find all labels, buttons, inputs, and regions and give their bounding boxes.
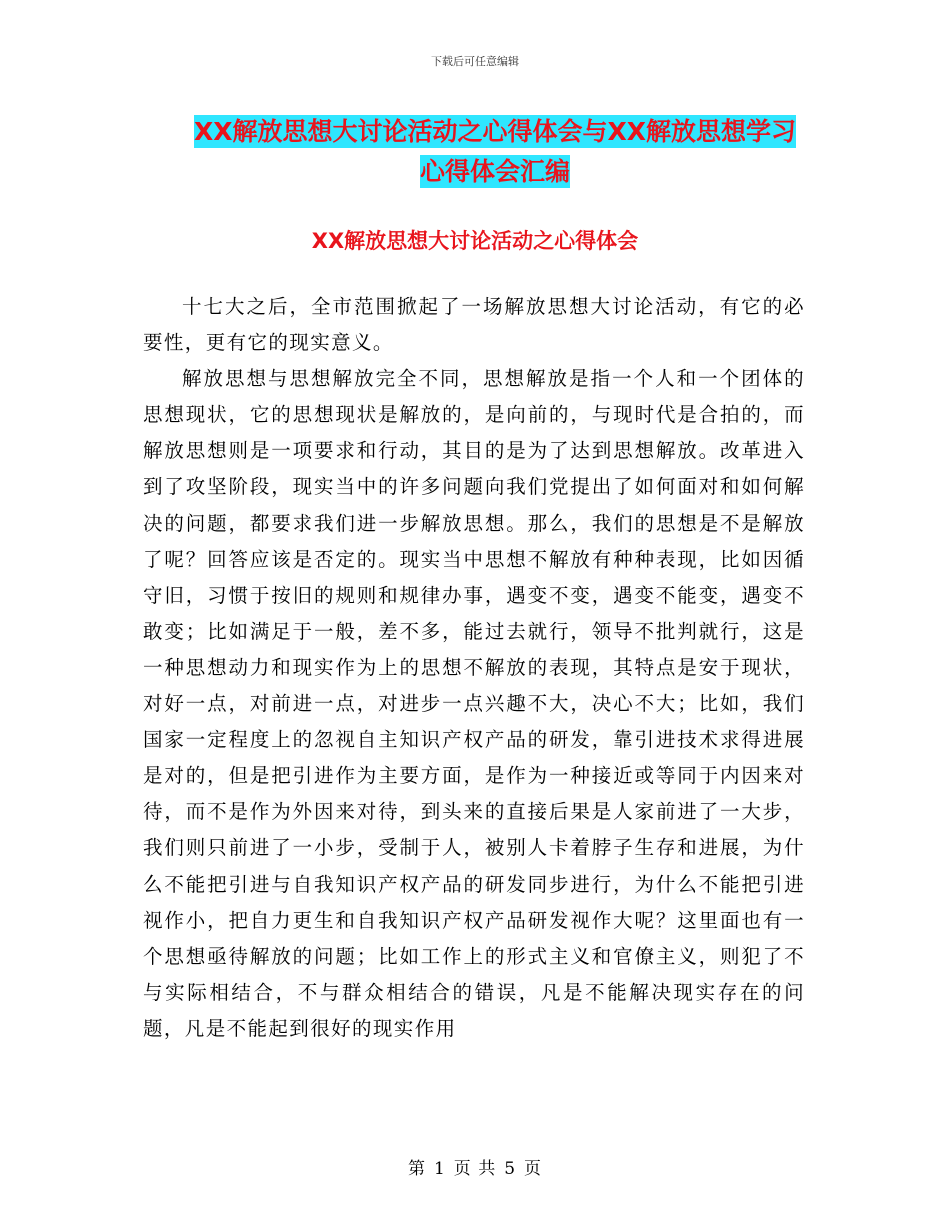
body-text (143, 289, 805, 1047)
footer-total-pages: 5 (504, 1159, 517, 1179)
page-footer (0, 1154, 950, 1179)
footer-suffix: 页 (524, 1159, 543, 1179)
header-note: 下载后可任意编辑 (431, 55, 519, 68)
document-title (150, 112, 840, 192)
document-title-line1: XX解放思想大讨论活动之心得体会与XX解放思想学习 (193, 117, 797, 146)
paragraph-1: 十七大之后，全市范围掀起了一场解放思想大讨论活动，有它的必要性，更有它的现实意义。 (143, 295, 805, 355)
document-title-line2: 心得体会汇编 (419, 157, 570, 186)
footer-prefix: 第 (407, 1159, 426, 1179)
footer-page-number: 1 (433, 1159, 446, 1179)
footer-middle: 页 共 (453, 1159, 497, 1179)
section-title: XX解放思想大讨论活动之心得体会 (311, 229, 639, 253)
paragraph-2: 解放思想与思想解放完全不同，思想解放是指一个人和一个团体的思想现状，它的思想现状是解放的，是向前的，与现时代是合拍的，而解放思想则是一项要求和行动，其目的是为了达到思想解放。改革进入到了攻坚阶段，现实当中的许多问题向我们党提出了如何面对和如何解决的问题，都要求我们进一步解放思想。那么，我们的思想是不是解放了呢？回答应该是否定的。现实当中思想不解放有种种表现，比如因循守旧，习惯于按旧的规则和规律办事，遇变不变，遇变不能变，遇变不敢变；比如满足于一般，差不多，能过去就行，领导不批判就行，这是一种思想动力和现实作为上的思想不解放的表现，其特点是安于现状，对好一点，对前进一点，对进步一点兴趣不大，决心不大；比如，我们国家一定程度上的忽视自主知识产权产品的研发，靠引进技术求得进展是对的，但是把引进作为主要方面，是作为一种接近或等同于内因来对待，而不是作为外因来对待，到头来的直接后果是人家前进了一大步，我们则只前进了一小步，受制于人，被别人卡着脖子生存和进展，为什么不能把引进与自我知识产权产品的研发同步进行，为什么不能把引进视作小，把自力更生和自我知识产权产品研发视作大呢？这里面也有一个思想亟待解放的问题；比如工作上的形式主义和官僚主义，则犯了不与实际相结合，不与群众相结合的错误，凡是不能解决现实存在的问题，凡是不能起到很好的现实作用 (143, 367, 805, 1040)
